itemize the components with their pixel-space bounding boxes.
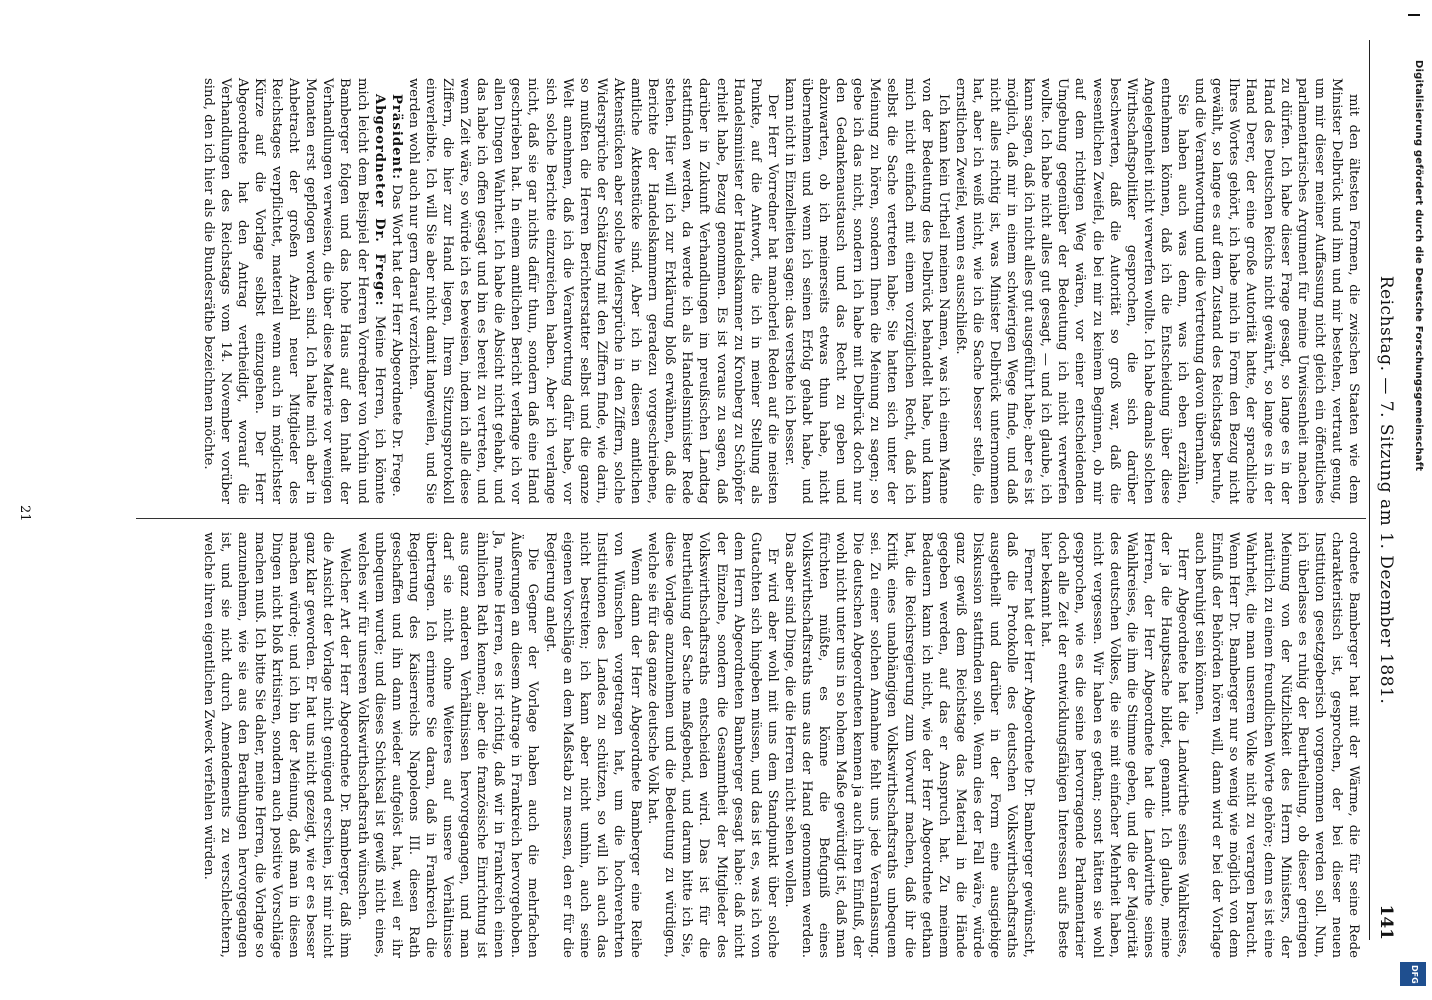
paragraph-text: Wenn dann der Herr Abgeordnete Bamberger eine Reihe von Wünschen vorgetragen hat, um die hochverehrten Institutionen des Landes zu schützen, so will ich auch das nicht bestreiten; ich kann aber nicht umhin, auch seine eigenen Vorschläge an dem Maßstab zu messen, den er für die Regierung anlegt. — [542, 532, 644, 958]
paragraph-text: Er wird aber wohl mit uns dem Standpunkt über solche Gutachten sich hingeben müssen, und das ist es, was ich von dem Herrn Abgeordneten Bamberger gesagt habe: daß nicht der Einzelne, sondern die Gesammtheit der Mitglieder des Volkswirthschaftsraths entscheiden wird. Das ist für die Beurtheilung der Sache maßgebend, und darum bitte ich Sie, diese Vorlage anzunehmen und die Bedeutung zu würdigen, welche sie für das ganze deutsche Volk hat. — [645, 532, 780, 958]
digitization-credit: Digitalisierung gefördert durch die Deutsche Forschungsgemeinschaft — [1413, 60, 1424, 472]
text-paragraph — [781, 78, 952, 504]
page-title: Reichstag. — 7. Sitzung am 1. Dezember 1881. — [1376, 275, 1396, 705]
paragraph-text: Das Wort hat der Herr Abgeordnete Dr. Frege. — [388, 184, 404, 497]
dfg-logo-text: DFG — [1410, 964, 1419, 984]
page-header — [1369, 40, 1398, 940]
speech-paragraph — [200, 78, 388, 504]
text-paragraph — [353, 532, 541, 958]
paragraph-text: Ich kann kein Urtheil meinen Namen, was ich einem Manne von der Bedeutung des Delbrück behandelt habe, und kann mich nicht einfach mit einem vorzüglichen Recht, daß ich selbst die Sache vertreten habe; Sie hatten sich unter der Meinung zu hören, sondern Ihnen die Meinung zu sagen; so gebe ich das nicht, sondern ich habe mit Delbrück doch nur den Gedankenaustausch und das Recht zu geben und abzuwarten, ob ich meinerseits etwas thun habe, nicht übernehmen und wenn ich seinen Erfolg gehabt habe, und kann nicht in Einzelheiten sagen: das verstehe ich besser. — [781, 78, 951, 504]
paragraph-text: Meine Herren, ich könnte mich leicht dem Beispiel der Herren Vorredner von Vorhin und Bamberger folgen und das hohe Haus auf den Inhalt der Verhandlungen verweisen, die über diese Materie vor wenigen Monaten erst gepflogen worden sind. Ich halte mich aber in Anbetracht der großen Anzahl neuer Mitglieder des Reichstages verpflichtet, materiell wenn auch in möglichster Kürze auf die Vorlage selbst einzugehen. Der Herr Abgeordnete hat den Antrag vertheidigt, worauf die Verhandlungen des Reichstags vom 14. November vorüber sind, den ich hier als die Bundesräthe bezeichnen möchte. — [200, 78, 387, 504]
paragraph-text: Welcher Art der Herr Abgeordnete Dr. Bamberger, daß ihm die Ansicht der Vorlage nicht genügend erschien, ist mir nicht ganz klar geworden. Er hat uns nicht gezeigt, wie er es besser machen würde; und ich bin der Meinung, daß man in diesen Dingen nicht bloß kritisiren, sondern auch positive Vorschläge machen muß. Ich bitte Sie daher, meine Herren, die Vorlage so anzunehmen, wie sie aus den Berathungen hervorgegangen ist, und sie nicht durch Amendements zu verschlechtern, welche ihren eigentlichen Zweck verfehlen würden. — [200, 532, 353, 958]
text-paragraph — [405, 78, 781, 504]
speaker-name: Präsident: — [388, 94, 404, 181]
speech-paragraph — [388, 78, 405, 504]
page-number: 141 — [1376, 904, 1396, 940]
paragraph-text: Ferner hat der Herr Abgeordnete Dr. Bamberger gewünscht, daß die Protokolle des deutschen Volkswirthschaftsraths ausgetheilt und darüber in der Form eine ausgiebige Diskussion stattfinden solle. Wenn dies der Fall wäre, würde ganz gewiß dem Reichstage das Material in die Hände gegeben werden, auf das er Anspruch hat. Zu meinem Bedauern kann ich nicht, wie der Herr Abgeordnete gethan hat, die Reichsregierung zum Vorwurf machen, daß ihr die Kritik eines unabhängigen Volkswirthschaftsraths unbequem sei. Zu einer solchen Annahme fehlt uns jede Veranlassung. Die deutschen Abgeordneten kennen ja auch ihren Einfluß, der wohl nicht unter uns in so hohem Maße gewürdigt ist, daß man fürchten müßte, es könne die Befugniß eines Volkswirthschaftsraths uns aus der Hand genommen werden. Das aber sind Dinge, die die Herren nicht sehen wollen. — [781, 532, 1037, 958]
column-divider — [136, 518, 1366, 519]
dfg-logo — [1400, 962, 1426, 986]
text-paragraph — [644, 532, 781, 958]
paragraph-text: Der Herr Vorredner hat mancherlei Reden auf die meisten Punkte, auf die Antwort, die ich in meiner Stellung als Handelsminister der Handelskammer zu Kronberg zu Schöpfer erhielt habe, Bezug genommen. Es ist voraus zu sagen, daß darüber in Zukunft Verhandlungen im preußischen Landtag stattfinden werden, da werde ich als Handelsminister Rede stehen. Hier will ich zur Erklärung bloß erwähnen, daß die Berichte der Handelskammern geradezu vorgeschriebene, amtliche Aktenstücke sind. Aber ich in diesen amtlichen Aktenstücken aber solche Widersprüche in den Ziffern, solche Widersprüche der Schätzung mit den Ziffern finde, wie darin, so mußten die Herren Berichterstatter selbst und die ganze Welt annehmen, daß ich die Verantwortung dafür habe, vor sich solche Berichte einzureichen haben. Aber ich verlange nicht, daß sie gar nichts dafür thun, sondern daß eine Hand geschrieben hat. In einem amtlichen Bericht verlange ich vor allen Dingen Wahrheit. Ich habe die Absicht nicht gehabt, und das habe ich offen gesagt und bin es bereit zu vertreten, und wenn Zeit wäre, so würde ich es beweisen, indem ich alle diese Ziffern, die hier zur Hand liegen, Ihrem Sitzungsprotokoll einverleibte. Ich will Sie aber nicht damit langweilen, und Sie werden wohl auch nur gern darauf verzichten. — [405, 78, 780, 504]
text-paragraph — [542, 532, 645, 958]
right-text-column — [200, 532, 1362, 958]
text-paragraph — [781, 532, 1037, 958]
corner-mark — [1408, 8, 1420, 16]
paragraph-text: Herr Abgeordnete hat die Landwirthe seines Wahlkreises, der ja die Hauptsache bildet, genannt. Ich glaube, meine Herren, der Herr Abgeordnete hat die Landwirthe seines Wahlkreises, die ihm die Stimme geben, und die der Majorität des deutschen Volkes, die sie mit einfacher Mehrheit haben, nicht vergessen. Wir haben es gethan; sonst hätten sie wohl gesprochen, wie es die seine hervorragende Parlamentarier doch alle Zeit der entwicklungsfähigen Interessen aufs Beste hier bekannt hat. — [1038, 532, 1191, 958]
text-paragraph — [1191, 78, 1362, 504]
speaker-name: Abgeordneter Dr. Frege: — [371, 94, 387, 307]
paragraph-text: mit den ältesten Formen, die zwischen Staaten wie dem Minister Delbrück und ihm und mir bestehen, vertraut genug, um mir dieser meiner Auffassung nicht gleich ein öffentliches parlamentarisches Argument für meine Unwissenheit machen zu dürfen. Ich habe dieser Frage gesagt, so lange es in der Hand des Deutschen Reichs nicht gewährt, so lange es in der Hand Derer, der eine große Autorität hatte, der sprachliche Ihres Wortes gehört, ich habe mich in Form den Bezug nicht gewählt, so lange es auf dem Zustand des Reichstags beruhe, und die Verantwortung und die Vertretung davon übernahm. — [1192, 78, 1361, 504]
sheet-signature: 21 — [17, 505, 32, 522]
text-paragraph — [200, 532, 354, 958]
text-paragraph — [952, 78, 1191, 504]
paragraph-text: ordnete Bamberger hat mit der Wärme, die für seine Rede charakteristisch ist, gesprochen, der bei dieser neuen Institution gesetzgeberisch vorgenommen werden soll. Nun, ich überlasse es ruhig der Beurtheilung, ob dieser geringen Meinung von der Nützlichkeit des Herrn Ministers, der natürlich zu einem freundlichen Worte gehöre; denn es ist eine Wahrheit, die man unserem Volke nicht zu verargen braucht. Wenn Herr Dr. Bamberger nur so wenig wie möglich von dem Einfluß der Behörden hören will, dann wird er bei der Vorlage auch beruhigt sein können. — [1192, 532, 1361, 958]
left-text-column — [200, 78, 1362, 504]
text-paragraph — [1191, 532, 1362, 958]
paragraph-text: Sie haben auch was denn, was ich eben erzählen, entnehmen können, daß ich die Entscheidung über diese Angelegenheit nicht verwerfen wollte. Ich habe damals solchen Wirthschaftspolitiker gesprochen, die sich darüber beschwerten, daß die Autorität so groß war, daß die wesentlichen Zweifel, die bei mir zu keinem Beginnen, ob mir auf dem richtigen Weg wären, vor einer entscheidenden Umgebung gegenüber der Bedeutung ich nicht verwerfen wollte. Ich habe nicht alles gut gesagt, — und ich glaube, ich kann sagen, daß ich nicht alles gut ausgeführt habe; aber es ist möglich, daß mir in einem schwierigen Wege finde, und daß nicht alles richtig ist, was Minister Delbrück unternommen hat, aber ich weiß nicht, wie ich die Sache besser stelle, die ernstlichen Zweifel, wenn es ausschließt. — [952, 78, 1191, 504]
paragraph-text: Die Gegner der Vorlage haben auch die mehrfachen Äußerungen an diesem Antrage in Frankreich hervorgehoben. Ja, meine Herren, es ist richtig, daß wir in Frankreich einen ähnlichen Rath kennen; aber die französische Einrichtung ist aus ganz anderen Verhältnissen hervorgegangen, und man darf sie nicht ohne Weiteres auf unsere Verhältnisse übertragen. Ich erinnere Sie daran, daß in Frankreich die Regierung des Kaiserreichs Napoleons III. diesen Rath geschaffen und ihn dann wieder aufgelöst hat, weil er ihr unbequem wurde; und dieses Schicksal ist gewiß nicht eines, welches wir für unseren Volkswirthschaftsrath wünschen. — [354, 532, 541, 958]
text-paragraph — [1037, 532, 1191, 958]
